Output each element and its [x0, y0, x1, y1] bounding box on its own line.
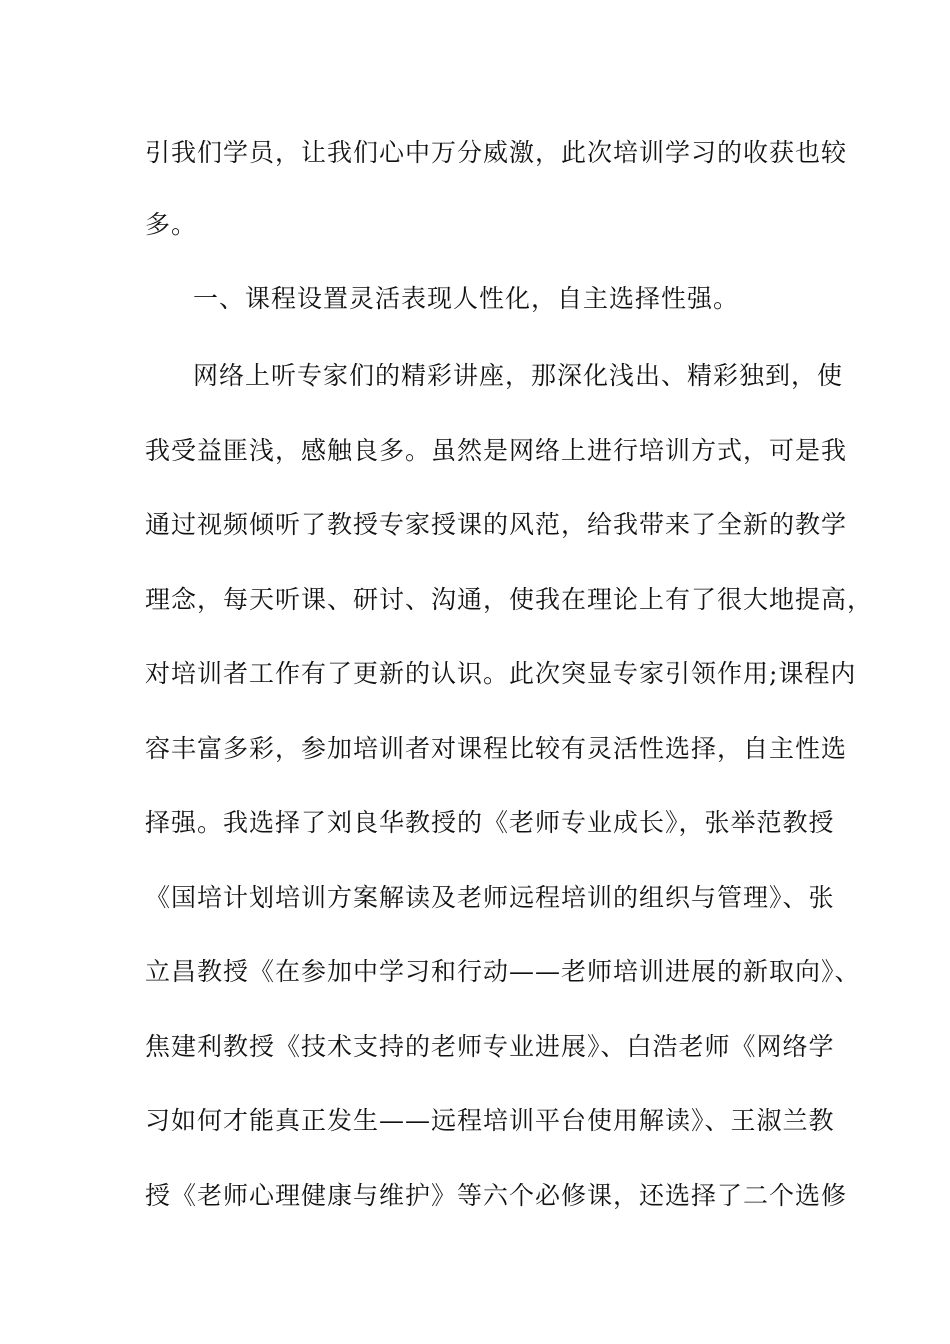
- text-line-13: 习如何才能真正发生——远程培训平台使用解读》、王淑兰教: [145, 1106, 835, 1135]
- text-line-8: 容丰富多彩，参加培训者对课程比较有灵活性选择，自主性选: [145, 734, 848, 763]
- text-line-4: 我受益匪浅，感触良多。虽然是网络上进行培训方式，可是我: [145, 436, 848, 465]
- text-line-6: 理念，每天听课、研讨、沟通，使我在理论上有了很大地提高，: [145, 585, 874, 614]
- text-line-14: 授《老师心理健康与维护》等六个必修课，还选择了二个选修: [145, 1181, 848, 1210]
- text-line-12: 焦建利教授《技术支持的老师专业进展》、白浩老师《网络学: [145, 1032, 835, 1061]
- section-heading: 一、课程设置灵活表现人性化，自主选择性强。: [193, 284, 740, 313]
- text-line-7: 对培训者工作有了更新的认识。此次突显专家引领作用;课程内: [145, 659, 857, 688]
- text-line-10: 《国培计划培训方案解读及老师远程培训的组织与管理》、张: [145, 883, 835, 912]
- text-line-9: 择强。我选择了刘良华教授的《老师专业成长》，张举范教授: [145, 808, 835, 837]
- text-line-11: 立昌教授《在参加中学习和行动——老师培训进展的新取向》、: [145, 957, 861, 986]
- text-line-5: 通过视频倾听了教授专家授课的风范，给我带来了全新的教学: [145, 510, 848, 539]
- text-line-3: 网络上听专家们的精彩讲座，那深化浅出、精彩独到，使: [193, 361, 844, 390]
- text-line-2: 多。: [145, 210, 198, 239]
- text-line-1: 引我们学员，让我们心中万分威激，此次培训学习的收获也较: [145, 138, 848, 167]
